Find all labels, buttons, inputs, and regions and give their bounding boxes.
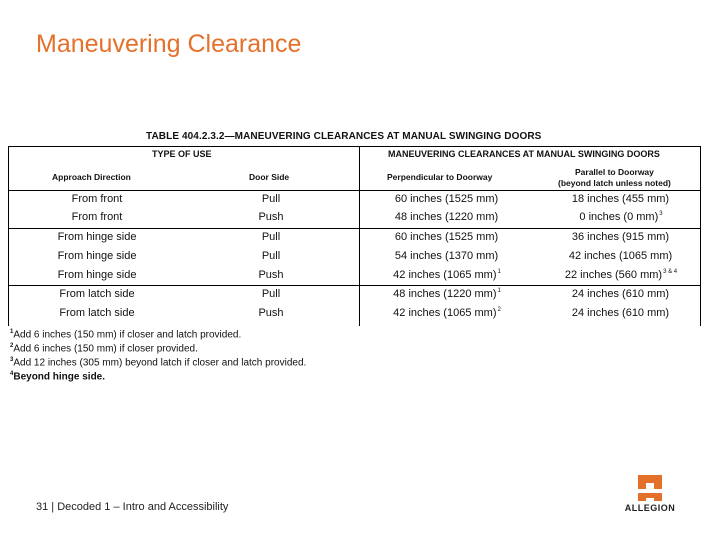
table-cell-text: 42 inches (1065 mm) [393, 307, 497, 319]
table-cell-text: 48 inches (1220 mm) [394, 211, 499, 223]
table-cell [17, 211, 177, 223]
table-cell [541, 269, 701, 281]
table-cell [17, 307, 177, 319]
table-cell [367, 211, 527, 223]
slide-title: Maneuvering Clearance [36, 30, 302, 58]
table-cell [541, 288, 701, 300]
table-cell-text: 60 inches (1525 mm) [394, 231, 499, 243]
header-parallel-note: (beyond latch unless noted) [558, 178, 671, 188]
row-rule-2 [8, 285, 701, 286]
table-cell [367, 307, 527, 319]
footnote [10, 371, 105, 382]
table-cell [367, 193, 527, 205]
footnote-text: Add 6 inches (150 mm) if closer provided. [13, 343, 198, 355]
footnote-text: Beyond hinge side. [13, 371, 106, 383]
header-bottom-rule [8, 190, 701, 191]
table-cell-text: From front [71, 193, 123, 205]
table-cell-text: Push [258, 269, 284, 281]
footnote-text: Add 12 inches (305 mm) beyond latch if closer and latch provided. [13, 357, 307, 369]
table-cell-text: 18 inches (455 mm) [571, 193, 670, 205]
table-cell [191, 193, 351, 205]
table-cell [541, 231, 701, 243]
footnote-ref: 1 [497, 269, 501, 276]
footnote-number: 2 [10, 343, 14, 349]
footnote [10, 357, 306, 368]
table-cell [17, 250, 177, 262]
table-cell-text: From front [71, 211, 123, 223]
footnote-number: 1 [10, 329, 14, 335]
table-cell-text: 0 inches (0 mm) [579, 211, 659, 223]
table-cell-text: From hinge side [57, 269, 137, 281]
row-rule-1 [8, 228, 701, 229]
table-cell-text: 24 inches (610 mm) [571, 288, 670, 300]
table-cell [367, 288, 527, 300]
table-cell [17, 288, 177, 300]
footnote [10, 329, 241, 340]
table-cell-text: Pull [261, 250, 281, 262]
footnote-text: Add 6 inches (150 mm) if closer and latch provided. [13, 329, 242, 341]
table-cell-text: 42 inches (1065 mm) [393, 269, 497, 281]
header-parallel: Parallel to Doorway [575, 167, 654, 177]
table-left-border [8, 146, 9, 326]
table-cell [17, 193, 177, 205]
header-type-of-use: TYPE OF USE [152, 149, 212, 159]
table-cell [17, 269, 177, 281]
table-cell-text: Push [258, 211, 284, 223]
table-cell [367, 269, 527, 281]
table-cell-text: From latch side [59, 288, 135, 300]
table-cell [191, 250, 351, 262]
table-cell [191, 211, 351, 223]
footnote-ref: 2 [497, 307, 501, 314]
header-top-rule [8, 146, 701, 147]
table-cell-text: 48 inches (1220 mm) [393, 288, 497, 300]
table-cell [17, 231, 177, 243]
table-cell [191, 288, 351, 300]
table-cell-text: From hinge side [57, 231, 137, 243]
table-cell-text: Push [258, 307, 284, 319]
table-cell [367, 250, 527, 262]
table-cell [541, 193, 701, 205]
table-cell-text: 24 inches (610 mm) [571, 307, 670, 319]
table-cell [191, 269, 351, 281]
table-cell-text: 54 inches (1370 mm) [394, 250, 499, 262]
header-perpendicular: Perpendicular to Doorway [387, 172, 493, 182]
footnote-ref: 3 & 4 [663, 269, 678, 276]
table-cell-text: 60 inches (1525 mm) [394, 193, 499, 205]
table-cell-text: Pull [261, 193, 281, 205]
footnote-number: 3 [10, 357, 14, 363]
table-middle-divider [359, 146, 360, 326]
table-cell-text: Pull [261, 288, 281, 300]
table-cell-text: 22 inches (560 mm) [564, 269, 663, 281]
table-cell-text: 36 inches (915 mm) [571, 231, 670, 243]
table-cell [541, 211, 701, 223]
table-cell-text: From latch side [59, 307, 135, 319]
table-cell [191, 231, 351, 243]
header-door-side: Door Side [249, 172, 290, 182]
footnote [10, 343, 198, 354]
table-cell-text: 42 inches (1065 mm) [568, 250, 673, 262]
table-cell [191, 307, 351, 319]
table-cell [367, 231, 527, 243]
footer-text: 31 | Decoded 1 – Intro and Accessibility [36, 501, 229, 513]
table-cell-text: From hinge side [57, 250, 137, 262]
table-cell-text: Pull [261, 231, 281, 243]
header-maneuvering-clearances: MANEUVERING CLEARANCES AT MANUAL SWINGING DOORS [388, 149, 660, 159]
footnote-ref: 1 [497, 288, 501, 295]
allegion-wordmark: ALLEGION [624, 503, 676, 513]
header-approach-direction: Approach Direction [52, 172, 131, 182]
footnote-ref: 3 [659, 211, 663, 218]
table-caption: TABLE 404.2.3.2—MANEUVERING CLEARANCES AT MANUAL SWINGING DOORS [146, 131, 542, 142]
table-cell [541, 250, 701, 262]
footnote-number: 4 [10, 371, 14, 377]
table-cell [541, 307, 701, 319]
